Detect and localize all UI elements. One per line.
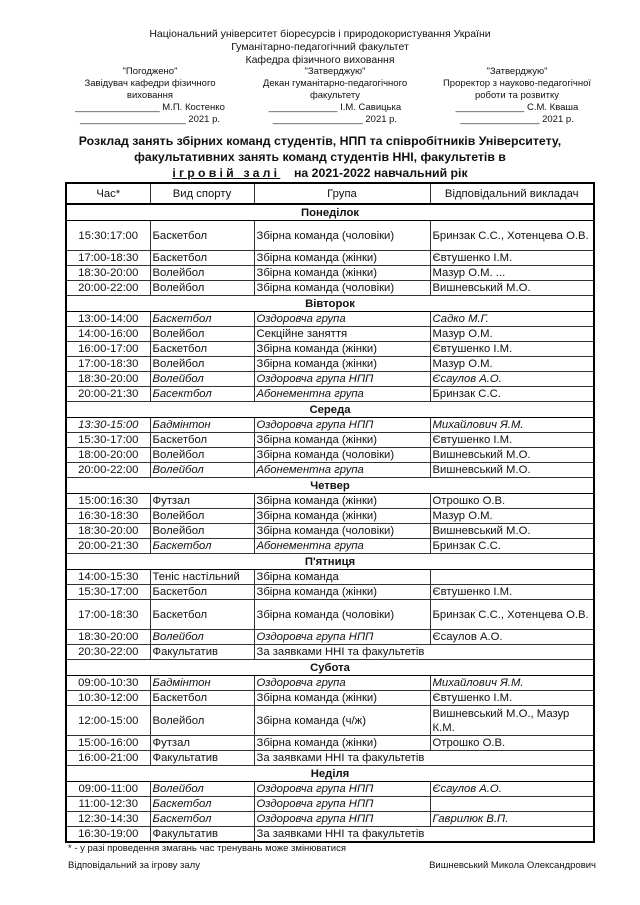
cell-sport: Волейбол <box>150 463 254 478</box>
column-header-sport: Вид спорту <box>150 183 254 204</box>
cell-group: Оздоровча група <box>254 312 430 327</box>
table-row <box>66 357 594 372</box>
table-row <box>66 221 594 251</box>
cell-sport: Факультатив <box>150 827 254 843</box>
cell-time: 20:30-22:00 <box>66 645 150 660</box>
cell-time: 20:00-22:00 <box>66 281 150 296</box>
cell-teacher: Садко М.Г. <box>430 312 594 327</box>
cell-teacher: Бринзак С.С. <box>430 387 594 402</box>
cell-group: За заявками ННІ та факультетів <box>254 645 594 660</box>
cell-time: 17:00-18:30 <box>66 251 150 266</box>
cell-group: Абонементна група <box>254 387 430 402</box>
cell-sport: Волейбол <box>150 509 254 524</box>
cell-time: 20:00-21:30 <box>66 539 150 554</box>
table-row <box>66 524 594 539</box>
document-title <box>0 133 640 181</box>
cell-group: Збірна команда (жінки) <box>254 509 430 524</box>
table-row <box>66 342 594 357</box>
cell-teacher: Вишневський М.О. <box>430 448 594 463</box>
cell-teacher: Євтушенко І.М. <box>430 342 594 357</box>
cell-sport: Волейбол <box>150 524 254 539</box>
table-row <box>66 266 594 281</box>
cell-group: Збірна команда (жінки) <box>254 251 430 266</box>
table-row <box>66 797 594 812</box>
approval-agreed <box>70 66 230 126</box>
table-row <box>66 327 594 342</box>
cell-group: Збірна команда (чоловіки) <box>254 600 430 630</box>
cell-group: Збірна команда (чоловіки) <box>254 221 430 251</box>
cell-teacher: Михайлович Я.М. <box>430 676 594 691</box>
cell-group: Оздоровча група НПП <box>254 812 430 827</box>
day-name: П'ятниця <box>66 554 594 570</box>
cell-sport: Футзал <box>150 736 254 751</box>
approval-position: Проректор з науково-педагогічної <box>442 78 592 89</box>
day-header-row <box>66 478 594 494</box>
university-name: Національний університет біоресурсів і природокористування України <box>149 28 491 40</box>
table-row <box>66 827 594 843</box>
cell-teacher: Мазур О.М. <box>430 509 594 524</box>
cell-group: Збірна команда (жінки) <box>254 494 430 509</box>
cell-time: 16:00-17:00 <box>66 342 150 357</box>
cell-group: Збірна команда (чоловіки) <box>254 281 430 296</box>
cell-time: 18:00-20:00 <box>66 448 150 463</box>
day-header-row <box>66 660 594 676</box>
cell-teacher: Мазур О.М. <box>430 327 594 342</box>
cell-time: 11:00-12:30 <box>66 797 150 812</box>
responsible-label: Відповідальний за ігрову залу <box>68 860 200 871</box>
footnote: * - у разі проведення змагань час тренувань може змінюватися <box>68 843 346 854</box>
cell-teacher: Євтушенко І.М. <box>430 433 594 448</box>
cell-time: 09:00-10:30 <box>66 676 150 691</box>
approvals-block <box>0 66 640 130</box>
cell-teacher: Отрошко О.В. <box>430 736 594 751</box>
cell-group: Збірна команда (жінки) <box>254 691 430 706</box>
cell-time: 18:30-20:00 <box>66 266 150 281</box>
approval-position: Декан гуманітарно-педагогічного <box>262 78 408 89</box>
cell-sport: Бадмінтон <box>150 676 254 691</box>
column-header-time: Час* <box>66 183 150 204</box>
cell-teacher <box>430 570 594 585</box>
day-header-row <box>66 296 594 312</box>
cell-teacher: Єсаулов А.О. <box>430 630 594 645</box>
cell-teacher: Єсаулов А.О. <box>430 372 594 387</box>
cell-sport: Баскетбол <box>150 221 254 251</box>
title-line-3 <box>0 165 640 181</box>
cell-teacher: Михайлович Я.М. <box>430 418 594 433</box>
cell-teacher <box>430 797 594 812</box>
cell-group: Оздоровча група НПП <box>254 630 430 645</box>
cell-time: 20:00-22:00 <box>66 463 150 478</box>
approval-stamp: "Затверджую" <box>304 66 366 77</box>
cell-time: 16:00-21:00 <box>66 751 150 766</box>
approval-stamp: "Погоджено" <box>122 66 178 77</box>
cell-time: 15:30-17:00 <box>66 585 150 600</box>
cell-teacher: Євтушенко І.М. <box>430 251 594 266</box>
approval-date: _______________ 2021 р. <box>460 114 574 125</box>
table-row <box>66 751 594 766</box>
cell-teacher: Вишневський М.О. <box>430 463 594 478</box>
day-name: Неділя <box>66 766 594 782</box>
cell-teacher: Єсаулов А.О. <box>430 782 594 797</box>
table-row <box>66 372 594 387</box>
cell-group: Збірна команда (чоловіки) <box>254 448 430 463</box>
cell-sport: Баскетбол <box>150 691 254 706</box>
cell-group: Збірна команда (жінки) <box>254 585 430 600</box>
title-venue: ігровій залі <box>172 166 281 180</box>
cell-time: 09:00-11:00 <box>66 782 150 797</box>
cell-sport: Волейбол <box>150 281 254 296</box>
cell-sport: Баскетбол <box>150 812 254 827</box>
cell-group: Оздоровча група НПП <box>254 797 430 812</box>
column-header-group: Група <box>254 183 430 204</box>
faculty-name: Гуманітарно-педагогічний факультет <box>231 41 409 53</box>
cell-sport: Баскетбол <box>150 585 254 600</box>
cell-sport: Волейбол <box>150 357 254 372</box>
cell-teacher: Бринзак С.С., Хотенцева О.В. <box>430 600 594 630</box>
day-header-row <box>66 766 594 782</box>
cell-sport: Баскетбол <box>150 433 254 448</box>
cell-teacher: Бринзак С.С., Хотенцева О.В. <box>430 221 594 251</box>
cell-teacher: Євтушенко І.М. <box>430 691 594 706</box>
table-row <box>66 463 594 478</box>
table-row <box>66 494 594 509</box>
table-header-row <box>66 183 594 204</box>
title-line-2: факультативних занять команд студентів ННІ, факультетів в <box>134 150 506 164</box>
table-row <box>66 691 594 706</box>
cell-group: Збірна команда <box>254 570 430 585</box>
table-row <box>66 251 594 266</box>
cell-group: Збірна команда (жінки) <box>254 357 430 372</box>
cell-sport: Баскетбол <box>150 539 254 554</box>
table-row <box>66 630 594 645</box>
cell-sport: Баскетбол <box>150 797 254 812</box>
cell-sport: Баскетбол <box>150 251 254 266</box>
approval-vice-rector <box>432 66 602 126</box>
cell-sport: Волейбол <box>150 782 254 797</box>
schedule-body <box>66 204 594 842</box>
table-row <box>66 782 594 797</box>
cell-time: 15:30-17:00 <box>66 433 150 448</box>
table-row <box>66 312 594 327</box>
cell-group: Збірна команда (жінки) <box>254 736 430 751</box>
cell-sport: Баскетбол <box>150 600 254 630</box>
schedule-table <box>65 182 595 843</box>
cell-group: Абонементна група <box>254 463 430 478</box>
table-row <box>66 600 594 630</box>
table-row <box>66 706 594 736</box>
cell-time: 10:30-12:00 <box>66 691 150 706</box>
cell-sport: Футзал <box>150 494 254 509</box>
department-name: Кафедра фізичного виховання <box>245 54 395 66</box>
cell-time: 17:00-18:30 <box>66 357 150 372</box>
cell-sport: Волейбол <box>150 327 254 342</box>
table-row <box>66 539 594 554</box>
cell-sport: Баскетбол <box>150 342 254 357</box>
cell-group: Секційне заняття <box>254 327 430 342</box>
table-row <box>66 387 594 402</box>
table-row <box>66 812 594 827</box>
approval-signature: ________________ М.П. Костенко <box>75 102 225 113</box>
cell-time: 13:00-14:00 <box>66 312 150 327</box>
title-line-1: Розклад занять збірних команд студентів, НПП та співробітників Університету, <box>78 134 562 148</box>
cell-sport: Волейбол <box>150 266 254 281</box>
table-row <box>66 418 594 433</box>
cell-group: Збірна команда (чоловіки) <box>254 524 430 539</box>
cell-time: 18:30-20:00 <box>66 630 150 645</box>
cell-teacher: Вишневський М.О. <box>430 524 594 539</box>
cell-sport: Факультатив <box>150 645 254 660</box>
cell-sport: Волейбол <box>150 372 254 387</box>
cell-teacher: Отрошко О.В. <box>430 494 594 509</box>
approval-dean <box>250 66 420 126</box>
cell-sport: Баскетбол <box>150 312 254 327</box>
cell-time: 16:30-19:00 <box>66 827 150 843</box>
approval-position: роботи та розвитку <box>474 90 560 101</box>
cell-group: За заявками ННІ та факультетів <box>254 827 594 843</box>
table-row <box>66 676 594 691</box>
cell-teacher: Євтушенко І.М. <box>430 585 594 600</box>
day-name: Четвер <box>66 478 594 494</box>
cell-group: Оздоровча група НПП <box>254 782 430 797</box>
table-row <box>66 509 594 524</box>
day-name: Понеділок <box>66 204 594 221</box>
day-header-row <box>66 402 594 418</box>
cell-time: 14:00-15:30 <box>66 570 150 585</box>
approval-signature: _____________ І.М. Савицька <box>268 102 402 113</box>
cell-teacher: Гаврилюк В.П. <box>430 812 594 827</box>
approval-stamp: "Затверджую" <box>486 66 548 77</box>
cell-time: 17:00-18:30 <box>66 600 150 630</box>
day-name: Субота <box>66 660 594 676</box>
cell-sport: Басектбол <box>150 387 254 402</box>
cell-group: За заявками ННІ та факультетів <box>254 751 594 766</box>
cell-group: Оздоровча група <box>254 676 430 691</box>
cell-sport: Волейбол <box>150 630 254 645</box>
day-name: Середа <box>66 402 594 418</box>
cell-time: 15:00-16:00 <box>66 736 150 751</box>
cell-teacher: Бринзак С.С. <box>430 539 594 554</box>
table-row <box>66 433 594 448</box>
table-row <box>66 448 594 463</box>
cell-teacher: Мазур О.М. ... <box>430 266 594 281</box>
cell-group: Збірна команда (жінки) <box>254 433 430 448</box>
table-row <box>66 570 594 585</box>
approval-date: _________________ 2021 р. <box>272 114 398 125</box>
cell-sport: Факультатив <box>150 751 254 766</box>
table-row <box>66 645 594 660</box>
day-name: Вівторок <box>66 296 594 312</box>
cell-group: Абонементна група <box>254 539 430 554</box>
day-header-row <box>66 204 594 221</box>
table-row <box>66 585 594 600</box>
day-header-row <box>66 554 594 570</box>
cell-time: 12:00-15:00 <box>66 706 150 736</box>
column-header-teacher: Відповідальний викладач <box>430 183 594 204</box>
title-year: на 2021-2022 навчальний рік <box>293 166 468 180</box>
approval-signature: _____________ С.М. Кваша <box>455 102 579 113</box>
cell-sport: Волейбол <box>150 706 254 736</box>
responsible-name: Вишневський Микола Олександрович <box>429 860 596 871</box>
cell-group: Оздоровча група НПП <box>254 418 430 433</box>
cell-time: 15:00:16:30 <box>66 494 150 509</box>
table-row <box>66 736 594 751</box>
cell-time: 18:30-20:00 <box>66 524 150 539</box>
cell-group: Збірна команда (ч/ж) <box>254 706 430 736</box>
cell-group: Збірна команда (жінки) <box>254 266 430 281</box>
cell-teacher: Мазур О.М. <box>430 357 594 372</box>
cell-teacher: Вишневський М.О., Мазур К.М. <box>430 706 594 736</box>
cell-time: 14:00-16:00 <box>66 327 150 342</box>
approval-position: факультету <box>309 90 361 101</box>
cell-time: 15:30:17:00 <box>66 221 150 251</box>
table-row <box>66 281 594 296</box>
cell-group: Оздоровча група НПП <box>254 372 430 387</box>
cell-time: 13:30-15:00 <box>66 418 150 433</box>
approval-date: ____________________ 2021 р. <box>79 114 220 125</box>
cell-sport: Теніс настільний <box>150 570 254 585</box>
cell-sport: Бадмінтон <box>150 418 254 433</box>
approval-position: Завідувач кафедри фізичного <box>84 78 216 89</box>
cell-time: 16:30-18:30 <box>66 509 150 524</box>
cell-sport: Волейбол <box>150 448 254 463</box>
cell-time: 20:00-21:30 <box>66 387 150 402</box>
cell-group: Збірна команда (жінки) <box>254 342 430 357</box>
cell-time: 12:30-14:30 <box>66 812 150 827</box>
cell-teacher: Вишневський М.О. <box>430 281 594 296</box>
approval-position: виховання <box>126 90 174 101</box>
cell-time: 18:30-20:00 <box>66 372 150 387</box>
